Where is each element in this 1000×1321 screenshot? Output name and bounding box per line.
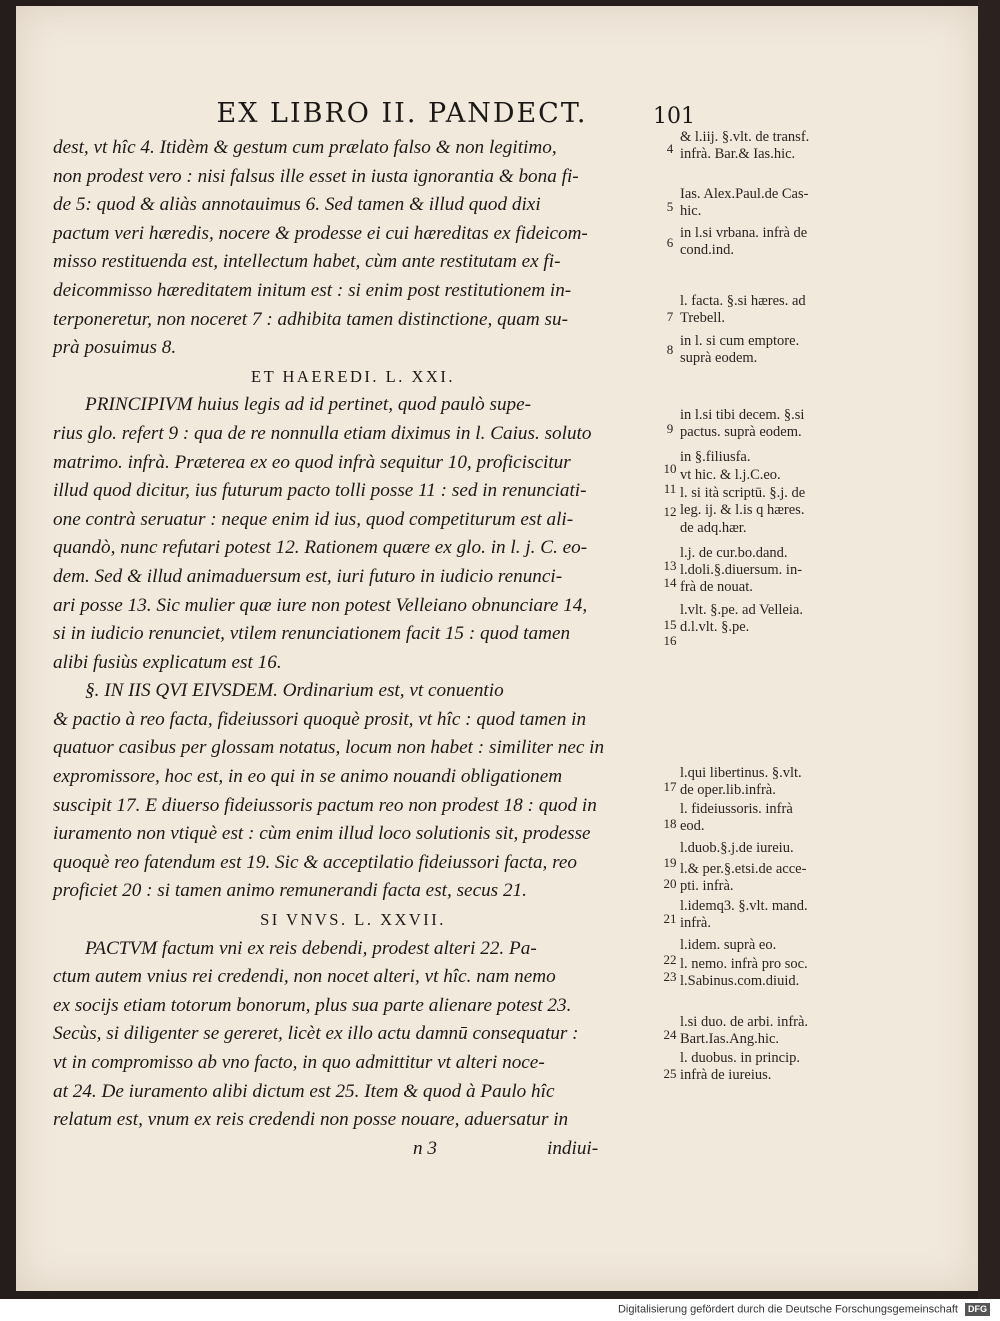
marginal-note <box>680 562 890 597</box>
marginal-note-line: Trebell. <box>680 310 725 327</box>
signature-line <box>53 1135 653 1164</box>
text-line: pactum veri hæredis, nocere & prodesse ei cui hæreditas ex fideicom- <box>53 222 588 244</box>
text-line: one contrà seruatur : neque enim id ius, quod competiturum est ali- <box>53 508 574 530</box>
note-number: 7 <box>666 309 674 324</box>
marginal-note <box>680 186 890 221</box>
note-number: 18 <box>663 816 677 831</box>
marginal-note <box>680 129 890 164</box>
marginal-note-line: l. duobus. in princip. <box>680 1050 801 1066</box>
marginal-note-line: infrà de iureius. <box>680 1067 772 1084</box>
marginal-note-line: in §.filiusfa. <box>680 449 751 465</box>
marginal-note <box>680 467 890 484</box>
marginal-note <box>680 898 890 933</box>
text-line: deicommisso hæreditatem initum est : si enim post restitutionem in- <box>53 279 572 301</box>
marginal-note-line: d.l.vlt. §.pe. <box>680 619 750 636</box>
marginal-note <box>680 1014 890 1049</box>
note-number: 24 <box>663 1027 677 1042</box>
marginal-note-line: infrà. Bar.& Ias.hic. <box>680 146 796 163</box>
marginal-note-line: l.idem. suprà eo. <box>680 937 777 953</box>
marginal-note-line: cond.ind. <box>680 242 734 259</box>
marginal-note-line: l.j. de cur.bo.dand. <box>680 545 788 561</box>
marginal-note <box>680 765 890 800</box>
marginal-note-line: l. nemo. infrà pro soc. <box>680 956 808 972</box>
marginal-note <box>680 545 890 562</box>
marginal-note-line: l. facta. §.si hæres. ad <box>680 293 806 309</box>
main-text-block <box>53 134 653 1163</box>
marginal-note-line: vt hic. & l.j.C.eo. <box>680 467 781 483</box>
marginal-note-line: l.doli.§.diuersum. in- <box>680 562 803 578</box>
page-number: 101 <box>653 104 695 129</box>
note-number: 6 <box>666 235 674 250</box>
marginal-note-line: leg. ij. & l.is q hæres. <box>680 502 805 519</box>
book-page <box>16 6 978 1291</box>
marginal-note-line: in l. si cum emptore. <box>680 333 800 349</box>
text-line: dest, vt hîc 4. Itidèm & gestum cum prælato falso & non legitimo, <box>53 137 557 158</box>
text-line: PRINCIPIVM huius legis ad id pertinet, quod paulò supe- <box>85 394 532 416</box>
note-number: 20 <box>663 876 677 891</box>
marginal-note-line: l.idemq3. §.vlt. mand. <box>680 898 808 914</box>
note-number: 9 <box>666 421 674 436</box>
note-number: 13 <box>663 558 677 573</box>
marginal-note-line: pti. infrà. <box>680 878 734 895</box>
note-number: 11 <box>663 481 677 496</box>
marginal-note-line: frà de nouat. <box>680 579 753 596</box>
note-number: 4 <box>666 141 674 156</box>
text-line: ctum autem vnius rei credendi, non nocet alteri, vt hîc. nam nemo <box>53 966 556 988</box>
text-line: illud quod dicitur, ius futurum pacto tolli posse 11 : sed in renunciati- <box>53 480 587 502</box>
text-line: proficiet 20 : si tamen animo remunerandi facta est, secus 21. <box>53 880 527 902</box>
text-line: terponeretur, non noceret 7 : adhibita tamen distinctione, quam su- <box>53 308 568 330</box>
marginal-note-line: l.qui libertinus. §.vlt. <box>680 765 802 781</box>
text-line: SI VNVS. L. XXVII. <box>260 910 446 930</box>
marginal-note <box>680 485 890 537</box>
marginal-note-line: l.vlt. §.pe. ad Velleia. <box>680 602 803 618</box>
note-number: 15 <box>663 617 677 632</box>
note-number: 19 <box>663 855 677 870</box>
marginal-note <box>680 1050 890 1085</box>
note-number: 23 <box>663 969 677 984</box>
marginal-note-line: de oper.lib.infrà. <box>680 782 776 799</box>
marginal-note <box>680 861 890 896</box>
text-line: Secùs, si diligenter se gereret, licèt ex illo actu damnū consequatur : <box>53 1023 579 1045</box>
marginal-note-line: & l.iij. §.vlt. de transf. <box>680 129 810 145</box>
note-number: 10 <box>663 461 677 476</box>
text-line: si in iudicio renunciet, vtilem renunciationem facit 15 : quod tamen <box>53 623 571 645</box>
note-number: 25 <box>663 1066 677 1081</box>
text-line: quoquè reo fatendum est 19. Sic & acceptilatio fideiussori facta, reo <box>53 851 578 873</box>
text-line: dem. Sed & illud animaduersum est, iuri futuro in iudicio renunci- <box>53 565 563 587</box>
text-line: expromissore, hoc est, in eo qui in se animo nouandi obligationem <box>53 766 563 788</box>
dfg-logo: DFG <box>965 1303 990 1316</box>
marginal-note <box>680 937 890 954</box>
marginal-note-line: eod. <box>680 818 705 835</box>
text-line: at 24. De iuramento alibi dictum est 25. Item & quod à Paulo hîc <box>53 1080 555 1102</box>
note-number: 8 <box>666 342 674 357</box>
marginal-note-line: hic. <box>680 203 702 220</box>
catchword: indiui- <box>546 1137 599 1159</box>
signature-mark: n 3 <box>413 1137 437 1159</box>
text-line: & pactio à reo facta, fideiussori quoquè prosit, vt hîc : quod tamen in <box>53 708 587 730</box>
marginal-note-line: l. fideiussoris. infrà <box>680 801 793 817</box>
text-line: non prodest vero : nisi falsus ille esset in iusta ignorantia & bona fi- <box>53 165 579 187</box>
text-line: PACTVM factum vni ex reis debendi, prodest alteri 22. Pa- <box>85 937 537 959</box>
marginal-note-line: in l.si vrbana. infrà de <box>680 225 808 241</box>
text-line: ex socijs etiam totorum bonorum, plus sua parte alienare potest 23. <box>53 994 572 1016</box>
note-number: 17 <box>663 779 677 794</box>
note-number: 22 <box>663 952 677 967</box>
marginal-note-line: pactus. suprà eodem. <box>680 424 802 441</box>
marginal-note-line: Ias. Alex.Paul.de Cas- <box>680 186 809 202</box>
note-number: 14 <box>663 575 677 590</box>
text-line: relatum est, vnum ex reis credendi non posse nouare, aduersatur in <box>53 1109 569 1131</box>
marginal-note-line: l. si ità scriptū. §.j. de <box>680 485 806 501</box>
marginal-note <box>680 293 890 328</box>
marginal-note <box>680 225 890 260</box>
marginal-note-line: in l.si tibi decem. §.si <box>680 407 805 423</box>
text-line: prà posuimus 8. <box>53 337 177 359</box>
text-line: vt in compromisso ab vno facto, in quo admittitur vt alteri noce- <box>53 1052 545 1073</box>
text-line: iuramento non vtiquè est : cùm enim illud loco solutionis sit, prodesse <box>53 823 591 845</box>
text-line: alibi fusiùs explicatum est 16. <box>53 651 282 673</box>
note-number: 5 <box>666 199 674 214</box>
marginal-note <box>680 407 890 442</box>
marginal-note <box>680 956 890 991</box>
text-line: matrimo. infrà. Præterea ex eo quod infrà sequitur 10, proficiscitur <box>53 451 571 473</box>
text-line: rius glo. refert 9 : qua de re nonnulla etiam diximus in l. Caius. soluto <box>53 422 592 444</box>
marginal-note-line: l.& per.§.etsi.de acce- <box>680 861 807 877</box>
funding-text: Digitalisierung gefördert durch die Deutsche Forschungsgemeinschaft <box>617 1303 958 1316</box>
marginal-note-line: l.Sabinus.com.diuid. <box>680 973 800 990</box>
marginal-note-line: l.duob.§.j.de iureiu. <box>680 840 794 856</box>
marginal-note <box>680 801 890 836</box>
marginal-note-line: infrà. <box>680 915 711 932</box>
marginal-note <box>680 333 890 368</box>
text-line: ET HAEREDI. L. XXI. <box>251 366 455 386</box>
funding-footer <box>580 1303 990 1319</box>
marginal-note-line: l.si duo. de arbi. infrà. <box>680 1014 809 1030</box>
note-number: 16 <box>663 633 677 648</box>
marginal-note <box>680 840 890 857</box>
text-line: ari posse 13. Sic mulier quæ iure non potest Velleiano obnunciare 14, <box>53 594 588 616</box>
marginal-note-line: Bart.Ias.Ang.hic. <box>680 1031 780 1048</box>
text-line: misso restituenda est, intellectum habet, cùm ante restitutam ex fi- <box>53 251 561 273</box>
marginal-note <box>680 449 890 466</box>
running-head: EX LIBRO II. PANDECT. <box>216 98 588 129</box>
page-edge-shadow <box>978 0 1000 1299</box>
marginal-note <box>680 602 890 637</box>
text-line: suscipit 17. E diuerso fideiussoris pactum reo non prodest 18 : quod in <box>53 794 597 816</box>
marginal-note-line: suprà eodem. <box>680 350 758 367</box>
note-number: 12 <box>663 504 677 519</box>
text-line: quandò, nunc refutari potest 12. Rationem quære ex glo. in l. j. C. eo- <box>53 537 588 559</box>
text-line: quatuor casibus per glossam notatus, locum non habet : similiter nec in <box>53 737 605 759</box>
text-line: de 5: quod & aliàs annotauimus 6. Sed tamen & illud quod dixi <box>53 194 541 216</box>
text-line: §. IN IIS QVI EIVSDEM. Ordinarium est, vt conuentio <box>85 680 504 702</box>
marginal-note-line: de adq.hær. <box>680 519 747 536</box>
note-number: 21 <box>663 911 677 926</box>
